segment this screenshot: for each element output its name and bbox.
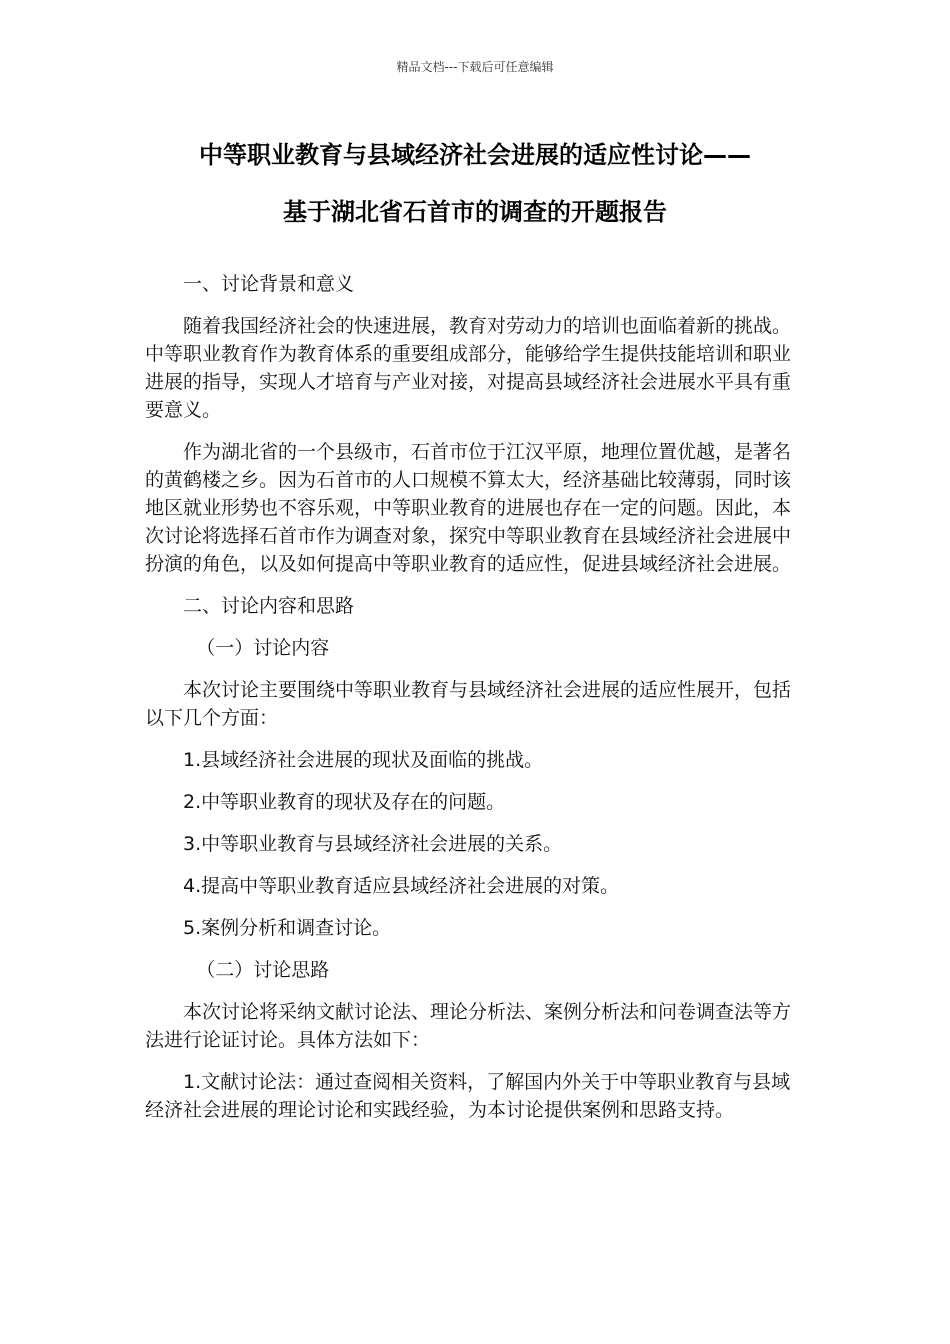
- section-heading-content: 二、讨论内容和思路: [183, 595, 355, 617]
- list-item: 1.县域经济社会进展的现状及面临的挑战。: [183, 749, 544, 771]
- paragraph-approach-intro: 本次讨论将采纳文献讨论法、理论分析法、案例分析法和问卷调查法等方法进行论证讨论。具体方法如下：: [145, 1001, 792, 1051]
- subsection-heading-approach: （二）讨论思路: [196, 959, 330, 981]
- list-item: 3.中等职业教育与县域经济社会进展的关系。: [183, 833, 563, 855]
- section-heading-background: 一、讨论背景和意义: [183, 273, 355, 295]
- document-title-line-2: 基于湖北省石首市的调查的开题报告: [283, 198, 667, 226]
- paragraph-content-intro: 本次讨论主要围绕中等职业教育与县域经济社会进展的适应性展开，包括以下几个方面：: [145, 679, 792, 729]
- subsection-heading-content: （一）讨论内容: [196, 637, 330, 659]
- list-item: 4.提高中等职业教育适应县域经济社会进展的对策。: [183, 875, 620, 897]
- list-item: 1.文献讨论法：通过查阅相关资料，了解国内外关于中等职业教育与县域经济社会进展的理论讨论和实践经验，为本讨论提供案例和思路支持。: [145, 1071, 791, 1121]
- document-body: [145, 270, 805, 1124]
- paragraph-background-1: 随着我国经济社会的快速进展，教育对劳动力的培训也面临着新的挑战。中等职业教育作为教育体系的重要组成部分，能够给学生提供技能培训和职业进展的指导，实现人才培育与产业对接，对提高县域经济社会进展水平具有重要意义。: [145, 315, 792, 421]
- list-item: 2.中等职业教育的现状及存在的问题。: [183, 791, 506, 813]
- list-item: 5.案例分析和调查讨论。: [183, 917, 392, 939]
- paragraph-background-2: 作为湖北省的一个县级市，石首市位于江汉平原，地理位置优越，是著名的黄鹤楼之乡。因为石首市的人口规模不算太大，经济基础比较薄弱，同时该地区就业形势也不容乐观，中等职业教育的进展也存在一定的问题。因此，本次讨论将选择石首市作为调查对象，探究中等职业教育在县域经济社会进展中扮演的角色，以及如何提高中等职业教育的适应性，促进县域经济社会进展。: [145, 441, 792, 575]
- page-header: 精品文档---下载后可任意编辑: [396, 60, 554, 74]
- document-title-line-1: 中等职业教育与县域经济社会进展的适应性讨论——: [199, 141, 751, 169]
